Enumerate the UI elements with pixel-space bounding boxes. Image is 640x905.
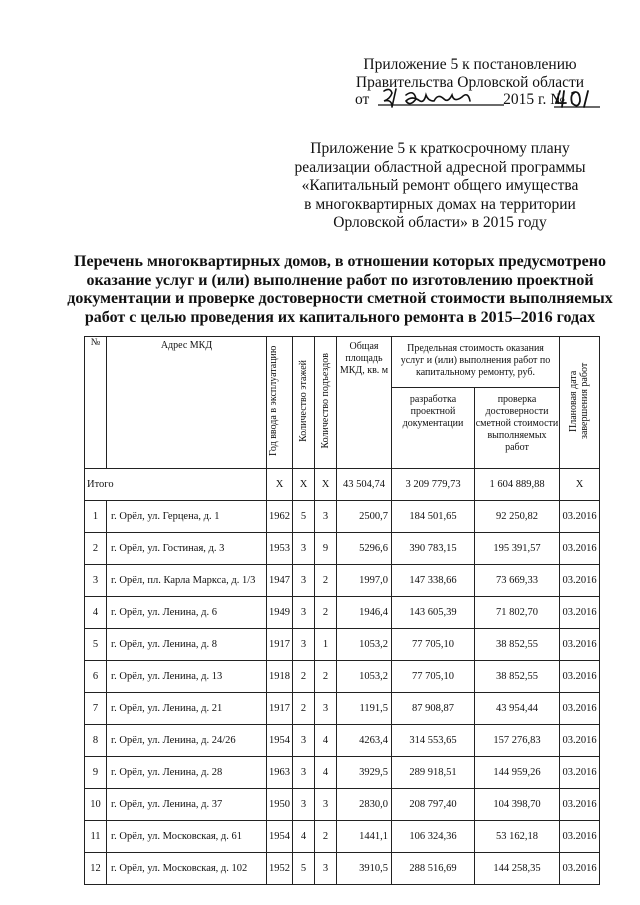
table-row [85,757,600,789]
row-date: 03.2016 [560,501,600,533]
row-floors: 3 [293,597,315,629]
total-cost-check: 1 604 889,88 [475,469,560,501]
row-address: г. Орёл, ул. Ленина, д. 8 [107,629,267,661]
header-year: Год ввода в эксплуатацию [267,337,293,469]
row-year: 1953 [267,533,293,565]
table-row [85,853,600,885]
row-date: 03.2016 [560,821,600,853]
row-year: 1963 [267,757,293,789]
resolution-appendix-line2: Правительства Орловской области [355,74,585,91]
row-number: 5 [85,629,107,661]
row-cost-design: 77 705,10 [392,629,475,661]
row-cost-check: 104 398,70 [475,789,560,821]
row-entrances: 2 [315,661,337,693]
row-area: 1946,4 [337,597,392,629]
row-date: 03.2016 [560,629,600,661]
row-floors: 5 [293,501,315,533]
total-cost-design: 3 209 779,73 [392,469,475,501]
row-area: 2830,0 [337,789,392,821]
row-entrances: 3 [315,501,337,533]
row-area: 3910,5 [337,853,392,885]
header-address: Адрес МКД [107,337,267,469]
row-address: г. Орёл, ул. Ленина, д. 28 [107,757,267,789]
row-address: г. Орёл, ул. Московская, д. 61 [107,821,267,853]
row-year: 1954 [267,725,293,757]
row-date: 03.2016 [560,661,600,693]
row-area: 3929,5 [337,757,392,789]
row-number: 7 [85,693,107,725]
row-entrances: 3 [315,853,337,885]
row-floors: 3 [293,725,315,757]
row-floors: 3 [293,757,315,789]
row-address: г. Орёл, ул. Ленина, д. 6 [107,597,267,629]
header-floors: Количество этажей [293,337,315,469]
row-date: 03.2016 [560,565,600,597]
row-date: 03.2016 [560,533,600,565]
row-year: 1947 [267,565,293,597]
row-address: г. Орёл, ул. Ленина, д. 37 [107,789,267,821]
row-cost-design: 288 516,69 [392,853,475,885]
row-year: 1918 [267,661,293,693]
row-number: 10 [85,789,107,821]
header-date: Плановая дата завершения работ [560,337,600,469]
row-cost-design: 390 783,15 [392,533,475,565]
table-row [85,693,600,725]
row-area: 1191,5 [337,693,392,725]
row-entrances: 4 [315,725,337,757]
row-floors: 3 [293,533,315,565]
total-entrances: Х [315,469,337,501]
handwritten-number-signature [554,87,602,111]
date-year: 2015 г. № [503,91,566,108]
total-date: Х [560,469,600,501]
row-area: 1997,0 [337,565,392,597]
row-area: 1441,1 [337,821,392,853]
row-area: 2500,7 [337,501,392,533]
row-cost-check: 53 162,18 [475,821,560,853]
row-address: г. Орёл, ул. Гостиная, д. 3 [107,533,267,565]
row-area: 1053,2 [337,629,392,661]
row-cost-design: 208 797,40 [392,789,475,821]
row-address: г. Орёл, пл. Карла Маркса, д. 1/3 [107,565,267,597]
row-floors: 2 [293,693,315,725]
header-cost-design: разработка проектной документации [392,388,475,469]
row-year: 1950 [267,789,293,821]
row-cost-design: 184 501,65 [392,501,475,533]
header-cost-group: Предельная стоимость оказания услуг и (или) выполнения работ по капитальному ремонту, руб. [392,337,560,388]
row-cost-check: 92 250,82 [475,501,560,533]
row-address: г. Орёл, ул. Герцена, д. 1 [107,501,267,533]
table-row [85,725,600,757]
total-year: Х [267,469,293,501]
row-cost-check: 144 258,35 [475,853,560,885]
plan-line: Орловской области» в 2015 году [333,214,547,231]
total-floors: Х [293,469,315,501]
row-floors: 4 [293,821,315,853]
row-date: 03.2016 [560,789,600,821]
row-cost-design: 106 324,36 [392,821,475,853]
plan-appendix-block [280,140,600,233]
row-entrances: 2 [315,565,337,597]
title-line: документации и проверке достоверности сметной стоимости выполняемых [67,290,613,307]
total-row [85,469,600,501]
row-number: 6 [85,661,107,693]
row-number: 4 [85,597,107,629]
total-label: Итого [85,469,267,501]
row-year: 1962 [267,501,293,533]
row-entrances: 3 [315,693,337,725]
row-area: 5296,6 [337,533,392,565]
row-cost-check: 71 802,70 [475,597,560,629]
row-address: г. Орёл, ул. Ленина, д. 21 [107,693,267,725]
row-number: 1 [85,501,107,533]
row-entrances: 4 [315,757,337,789]
row-date: 03.2016 [560,725,600,757]
row-year: 1952 [267,853,293,885]
resolution-appendix-line1: Приложение 5 к постановлению [363,56,577,73]
row-entrances: 9 [315,533,337,565]
row-year: 1917 [267,693,293,725]
row-address: г. Орёл, ул. Ленина, д. 13 [107,661,267,693]
table-row [85,629,600,661]
row-cost-check: 38 852,55 [475,661,560,693]
row-cost-design: 143 605,39 [392,597,475,629]
row-cost-check: 195 391,57 [475,533,560,565]
plan-line: Приложение 5 к краткосрочному плану [310,140,570,157]
row-date: 03.2016 [560,693,600,725]
row-cost-design: 87 908,87 [392,693,475,725]
row-number: 2 [85,533,107,565]
row-address: г. Орёл, ул. Ленина, д. 24/26 [107,725,267,757]
row-entrances: 2 [315,821,337,853]
row-floors: 3 [293,565,315,597]
row-year: 1949 [267,597,293,629]
row-cost-design: 289 918,51 [392,757,475,789]
table-row [85,501,600,533]
row-number: 9 [85,757,107,789]
row-cost-design: 147 338,66 [392,565,475,597]
row-number: 12 [85,853,107,885]
date-prefix: от [355,91,370,108]
handwritten-date-signature [366,85,516,111]
row-cost-design: 314 553,65 [392,725,475,757]
row-cost-check: 43 954,44 [475,693,560,725]
row-floors: 5 [293,853,315,885]
row-cost-check: 73 669,33 [475,565,560,597]
row-area: 1053,2 [337,661,392,693]
row-address: г. Орёл, ул. Московская, д. 102 [107,853,267,885]
row-entrances: 3 [315,789,337,821]
row-entrances: 1 [315,629,337,661]
header-entrances: Количество подъездов [315,337,337,469]
title-line: оказание услуг и (или) выполнение работ по изготовлению проектной [86,271,594,289]
plan-line: «Капитальный ремонт общего имущества [301,177,579,194]
table-row [85,789,600,821]
plan-line: в многоквартирных домах на территории [304,195,576,213]
row-year: 1954 [267,821,293,853]
table-row [85,565,600,597]
row-cost-check: 38 852,55 [475,629,560,661]
row-date: 03.2016 [560,597,600,629]
table-row [85,597,600,629]
header-cost-check: проверка достоверности сметной стоимости выполняемых работ [475,388,560,469]
row-cost-design: 77 705,10 [392,661,475,693]
row-number: 3 [85,565,107,597]
row-cost-check: 157 276,83 [475,725,560,757]
row-number: 11 [85,821,107,853]
header-num: № [85,337,107,469]
row-cost-check: 144 959,26 [475,757,560,789]
row-entrances: 2 [315,597,337,629]
total-area: 43 504,74 [337,469,392,501]
row-year: 1917 [267,629,293,661]
table-row [85,661,600,693]
row-date: 03.2016 [560,757,600,789]
title-line: Перечень многоквартирных домов, в отношении которых предусмотрено [74,253,606,270]
document-title [60,253,620,327]
plan-line: реализации областной адресной программы [294,158,586,176]
row-number: 8 [85,725,107,757]
row-floors: 2 [293,661,315,693]
row-area: 4263,4 [337,725,392,757]
row-floors: 3 [293,789,315,821]
row-date: 03.2016 [560,853,600,885]
title-line: работ с целью проведения их капитального ремонта в 2015–2016 годах [84,308,596,326]
row-floors: 3 [293,629,315,661]
table-row [85,821,600,853]
header-area: Общая площадь МКД, кв. м [337,337,392,469]
table-row [85,533,600,565]
houses-table [84,336,600,885]
